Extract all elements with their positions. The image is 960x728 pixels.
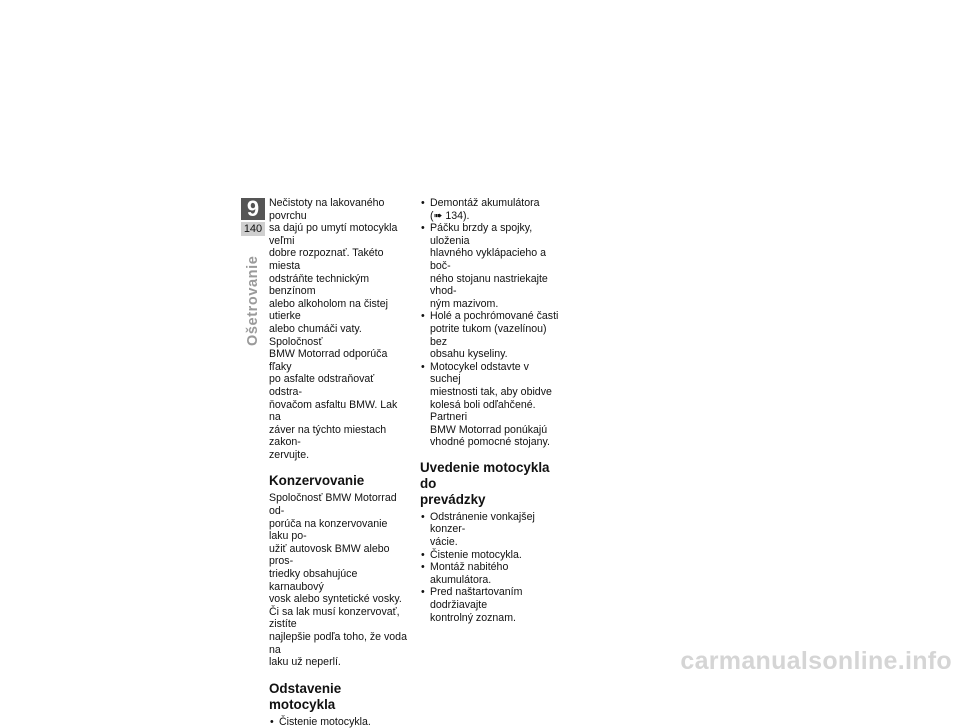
list-item: • Čistenie motocykla. <box>420 549 560 562</box>
uvedenie-list <box>420 511 560 624</box>
left-column <box>269 197 409 728</box>
chapter-number-badge: 9 <box>241 198 265 220</box>
odstavenie-list <box>269 716 409 728</box>
page-number: 140 <box>241 222 265 236</box>
section-title-vertical: Ošetrovanie <box>245 255 261 346</box>
konzervovanie-paragraph: Spoločnosť BMW Motorrad od- porúča na konzervovanie laku po- užiť autovosk BMW alebo pros- triedky obsahujúce karnaubový vosk alebo syntetické vosky. Či sa lak musí konzervovať, zistíte najlepšie podľa toho, že voda na laku už neperlí. <box>269 492 407 669</box>
watermark-text: carmanualsonline.info <box>680 647 952 675</box>
odstavenie-list-continued <box>420 197 560 449</box>
konzervovanie-heading: Konzervovanie <box>269 473 365 489</box>
uvedenie-heading: Uvedenie motocykla do prevádzky <box>420 459 550 507</box>
right-column <box>420 197 560 624</box>
odstavenie-heading: Odstavenie motocykla <box>269 680 342 712</box>
list-item: • Montáž nabitého akumulátora. <box>420 561 560 586</box>
list-item: • Demontáž akumulátora (➠ 134). <box>420 197 560 222</box>
list-item: • Čistenie motocykla. <box>269 716 409 728</box>
list-item: • Páčku brzdy a spojky, uloženia hlavného vyklápacieho a boč- ného stojanu nastriekajte vhod- ným mazivom. <box>420 222 560 310</box>
list-item: • Holé a pochrómované časti potrite tukom (vazelínou) bez obsahu kyseliny. <box>420 310 560 360</box>
list-item: • Odstránenie vonkajšej konzer- vácie. <box>420 511 560 549</box>
list-item: • Pred naštartovaním dodržiavajte kontrolný zoznam. <box>420 586 560 624</box>
list-item: • Motocykel odstavte v suchej miestnosti tak, aby obidve kolesá boli odľahčené. Partneri BMW Motorrad ponúkajú vhodné pomocné stojany. <box>420 361 560 449</box>
intro-paragraph: Nečistoty na lakovaného povrchu sa dajú po umytí motocykla veľmi dobre rozpoznať. Takéto miesta odstráňte technickým benzínom alebo alkoholom na čistej utierke alebo chumáči vaty. Spoločnosť BMW Motorrad odporúča fľaky po asfalte odstraňovať odstra- ňovačom asfaltu BMW. Lak na záver na týchto miestach zakon- zervujte. <box>269 197 398 461</box>
